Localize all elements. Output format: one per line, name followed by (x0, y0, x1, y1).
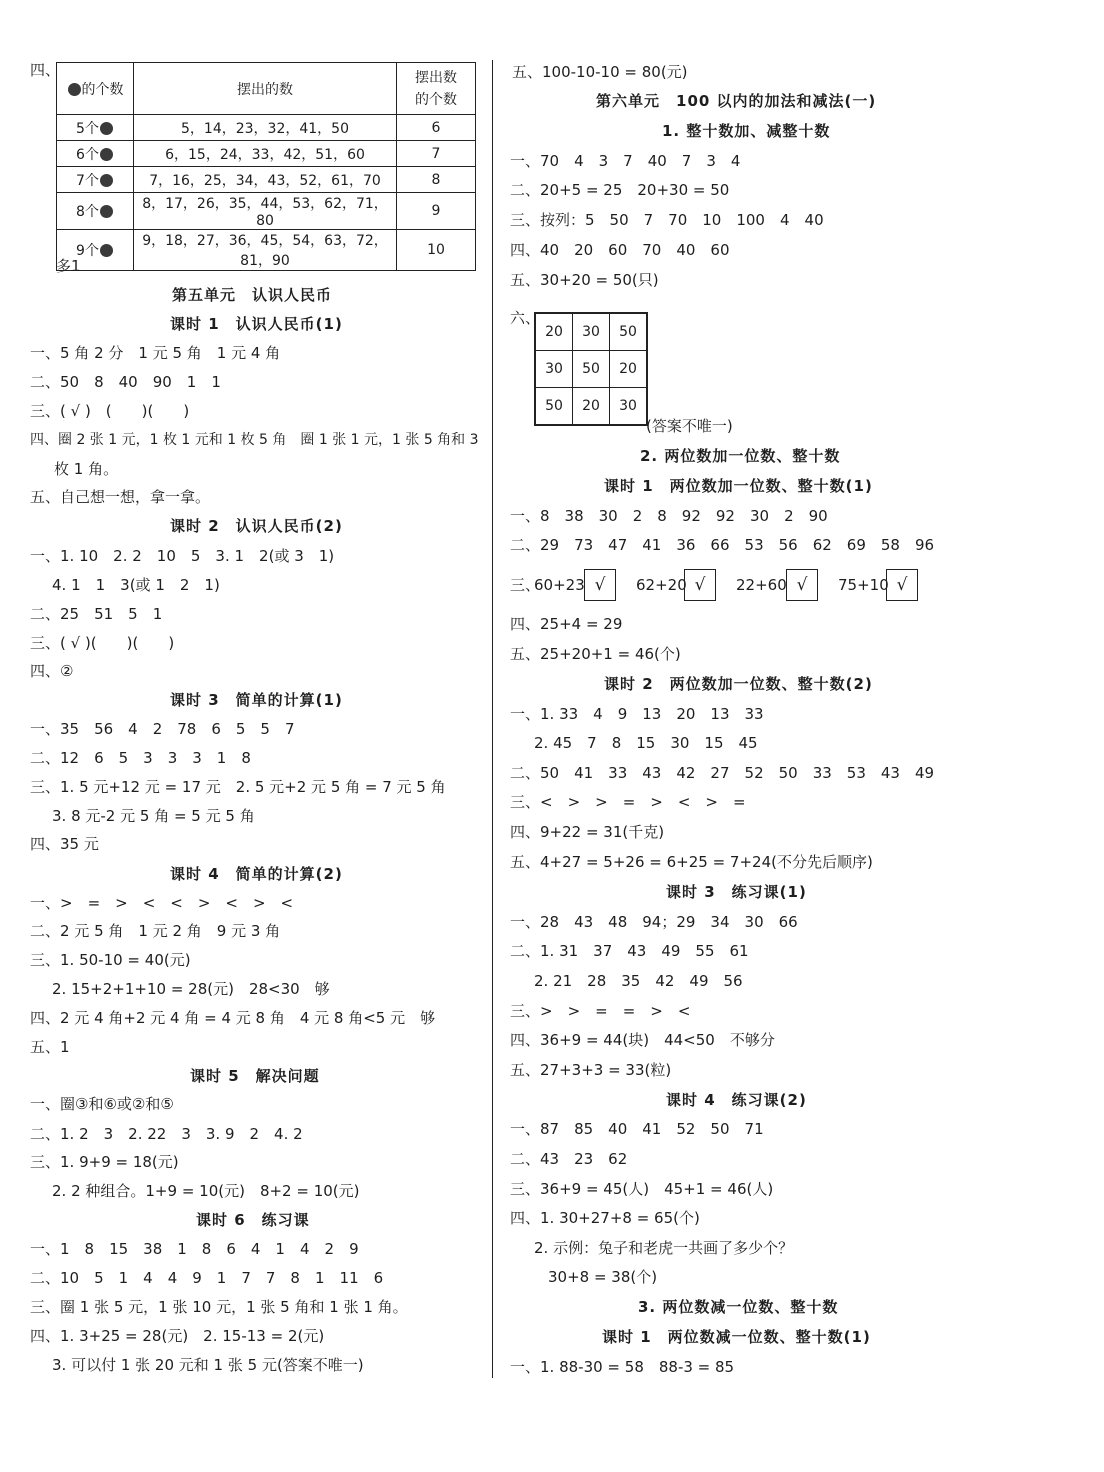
after-table-text: 多1 (56, 257, 81, 275)
lesson-title: 课时 1 认识人民币(1) (170, 315, 343, 333)
answer-line: 五、1 (30, 1038, 70, 1056)
coin-icon (68, 83, 81, 96)
answer-line: 五、100-10-10 = 80(元) (512, 63, 688, 81)
expression: 62+20 (636, 576, 687, 594)
answer-line: 二、50 41 33 43 42 27 52 50 33 53 43 49 (510, 764, 935, 782)
lesson-title: 课时 4 练习课(2) (666, 1091, 807, 1109)
answer-line: 四、1. 3+25 = 28(元) 2. 15-13 = 2(元) (30, 1327, 325, 1345)
answer-line: 五、自己想一想，拿一拿。 (30, 488, 211, 506)
grid-cell: 50 (573, 351, 610, 388)
answer-line: 二、29 73 47 41 36 66 53 56 62 69 58 96 (510, 536, 935, 554)
grid-note: (答案不唯一) (646, 417, 733, 435)
coin-icon (100, 122, 113, 135)
answer-line: 三、1. 9+9 = 18(元) (30, 1153, 179, 1171)
q4-label: 四、 (30, 61, 61, 79)
answer-line: 三、( √ ) ( )( ) (30, 402, 190, 420)
check-box: √ (584, 569, 616, 601)
answer-line: 四、25+4 = 29 (510, 615, 623, 633)
coin-icon (100, 174, 113, 187)
answer-line: 2. 45 7 8 15 30 15 45 (534, 734, 758, 752)
header-amount: 摆出数 的个数 (397, 63, 476, 115)
answer-line: 二、2 元 5 角 1 元 2 角 9 元 3 角 (30, 922, 281, 940)
lesson-title: 课时 5 解决问题 (190, 1067, 320, 1085)
answer-line: 3. 可以付 1 张 20 元和 1 张 5 元(答案不唯一) (52, 1356, 364, 1374)
lesson-title: 课时 2 认识人民币(2) (170, 517, 343, 535)
answer-line: 一、> = > < < > < > < (30, 894, 294, 912)
answer-line: 三、36+9 = 45(人) 45+1 = 46(人) (510, 1180, 774, 1198)
q3-label: 三、 (510, 576, 541, 594)
answer-line: 一、圈③和⑥或②和⑤ (30, 1095, 174, 1113)
answer-line: 三、( √ )( )( ) (30, 634, 175, 652)
answer-line: 3. 8 元-2 元 5 角 = 5 元 5 角 (52, 807, 255, 825)
table-row: 9个 9，18，27，36，45，54，63，72，81，90 10 (57, 230, 476, 271)
answer-line: 二、50 8 40 90 1 1 (30, 373, 221, 391)
coin-icon (100, 148, 113, 161)
coin-icon (100, 244, 113, 257)
table-row: 7个 7，16，25，34，43，52，61，70 8 (57, 167, 476, 193)
q6-label: 六、 (510, 309, 541, 327)
grid-cell: 20 (573, 388, 610, 426)
answer-line: 二、25 51 5 1 (30, 605, 163, 623)
grid-cell: 50 (535, 388, 573, 426)
answer-line: 二、20+5 = 25 20+30 = 50 (510, 181, 730, 199)
answer-line: 五、27+3+3 = 33(粒) (510, 1061, 672, 1079)
table-row: 8个 8，17，26，35，44，53，62，71，80 9 (57, 193, 476, 230)
unit5-title: 第五单元 认识人民币 (172, 286, 333, 304)
answer-line: 四、② (30, 662, 74, 680)
answer-line: 三、< > > = > < > = (510, 793, 746, 811)
lesson-title: 课时 4 简单的计算(2) (170, 865, 343, 883)
answer-line: 四、1. 30+27+8 = 65(个) (510, 1209, 700, 1227)
answer-line: 二、1. 2 3 2. 22 3 3. 9 2 4. 2 (30, 1125, 303, 1143)
answer-line: 五、4+27 = 5+26 = 6+25 = 7+24(不分先后顺序) (510, 853, 873, 871)
answer-line: 枚 1 角。 (54, 460, 119, 478)
check-box: √ (786, 569, 818, 601)
answer-line: 二、1. 31 37 43 49 55 61 (510, 942, 749, 960)
answer-line: 三、按列：5 50 7 70 10 100 4 40 (510, 211, 824, 229)
column-divider (492, 60, 493, 1378)
answer-line: 五、30+20 = 50(只) (510, 271, 659, 289)
answer-line: 四、圈 2 张 1 元，1 枚 1 元和 1 枚 5 角 圈 1 张 1 元，1 张 5 角和 3 (30, 432, 479, 448)
answer-line: 五、25+20+1 = 46(个) (510, 645, 681, 663)
grid-cell: 30 (535, 351, 573, 388)
grid-cell: 20 (535, 313, 573, 351)
answer-line: 二、10 5 1 4 4 9 1 7 7 8 1 11 6 (30, 1269, 384, 1287)
answer-line: 四、36+9 = 44(块) 44<50 不够分 (510, 1031, 775, 1049)
answer-line: 二、12 6 5 3 3 3 1 8 (30, 749, 251, 767)
grid-cell: 30 (610, 388, 648, 426)
grid-cell: 50 (610, 313, 648, 351)
section-title: 3. 两位数减一位数、整十数 (638, 1298, 839, 1316)
answer-line: 三、圈 1 张 5 元，1 张 10 元，1 张 5 角和 1 张 1 角。 (30, 1298, 408, 1316)
section-title: 2. 两位数加一位数、整十数 (640, 447, 841, 465)
answer-line: 一、8 38 30 2 8 92 92 30 2 90 (510, 507, 828, 525)
table-row: 6个 6，15，24，33，42，51，60 7 (57, 141, 476, 167)
lesson-title: 课时 3 练习课(1) (666, 883, 807, 901)
section-title: 1. 整十数加、减整十数 (662, 122, 831, 140)
unit6-title: 第六单元 100 以内的加法和减法(一) (596, 92, 877, 110)
answer-line: 一、1. 10 2. 2 10 5 3. 1 2(或 3 1) (30, 547, 335, 565)
header-coin-count: 的个数 (57, 63, 134, 115)
answer-line: 一、1. 88-30 = 58 88-3 = 85 (510, 1358, 735, 1376)
check-box: √ (886, 569, 918, 601)
answer-line: 一、70 4 3 7 40 7 3 4 (510, 152, 741, 170)
answer-line: 四、9+22 = 31(千克) (510, 823, 665, 841)
coin-icon (100, 205, 113, 218)
coin-table (56, 62, 476, 271)
answer-line: 一、87 85 40 41 52 50 71 (510, 1120, 764, 1138)
table-row: 5个 5，14，23，32，41，50 6 (57, 115, 476, 141)
answer-line: 4. 1 1 3(或 1 2 1) (52, 576, 220, 594)
answer-line: 三、1. 50-10 = 40(元) (30, 951, 191, 969)
answer-line: 一、1. 33 4 9 13 20 13 33 (510, 705, 764, 723)
expression: 22+60 (736, 576, 787, 594)
answer-line: 一、28 43 48 94；29 34 30 66 (510, 913, 798, 931)
answer-line: 四、2 元 4 角+2 元 4 角 = 4 元 8 角 4 元 8 角<5 元 够 (30, 1009, 436, 1027)
answer-line: 30+8 = 38(个) (548, 1268, 658, 1286)
expression: 75+10 (838, 576, 889, 594)
answer-line: 三、1. 5 元+12 元 = 17 元 2. 5 元+2 元 5 角 = 7 元 5 角 (30, 778, 446, 796)
lesson-title: 课时 3 简单的计算(1) (170, 691, 343, 709)
lesson-title: 课时 1 两位数加一位数、整十数(1) (604, 477, 873, 495)
answer-line: 2. 21 28 35 42 49 56 (534, 972, 743, 990)
answer-line: 2. 2 种组合。1+9 = 10(元) 8+2 = 10(元) (52, 1182, 360, 1200)
answer-line: 二、43 23 62 (510, 1150, 628, 1168)
lesson-title: 课时 1 两位数减一位数、整十数(1) (602, 1328, 871, 1346)
answer-line: 一、1 8 15 38 1 8 6 4 1 4 2 9 (30, 1240, 359, 1258)
header-numbers: 摆出的数 (134, 63, 397, 115)
lesson-title: 课时 2 两位数加一位数、整十数(2) (604, 675, 873, 693)
expression: 60+23 (534, 576, 585, 594)
answer-line: 2. 15+2+1+10 = 28(元) 28<30 够 (52, 980, 330, 998)
answer-line: 一、35 56 4 2 78 6 5 5 7 (30, 720, 295, 738)
answer-line: 四、35 元 (30, 835, 99, 853)
answer-line: 一、5 角 2 分 1 元 5 角 1 元 4 角 (30, 344, 281, 362)
magic-square-grid (534, 312, 648, 426)
lesson-title: 课时 6 练习课 (196, 1211, 310, 1229)
grid-cell: 20 (610, 351, 648, 388)
answer-line: 三、> > = = > < (510, 1002, 691, 1020)
grid-cell: 30 (573, 313, 610, 351)
answer-line: 2. 示例：兔子和老虎一共画了多少个？ (534, 1239, 794, 1257)
check-box: √ (684, 569, 716, 601)
answer-line: 四、40 20 60 70 40 60 (510, 241, 730, 259)
